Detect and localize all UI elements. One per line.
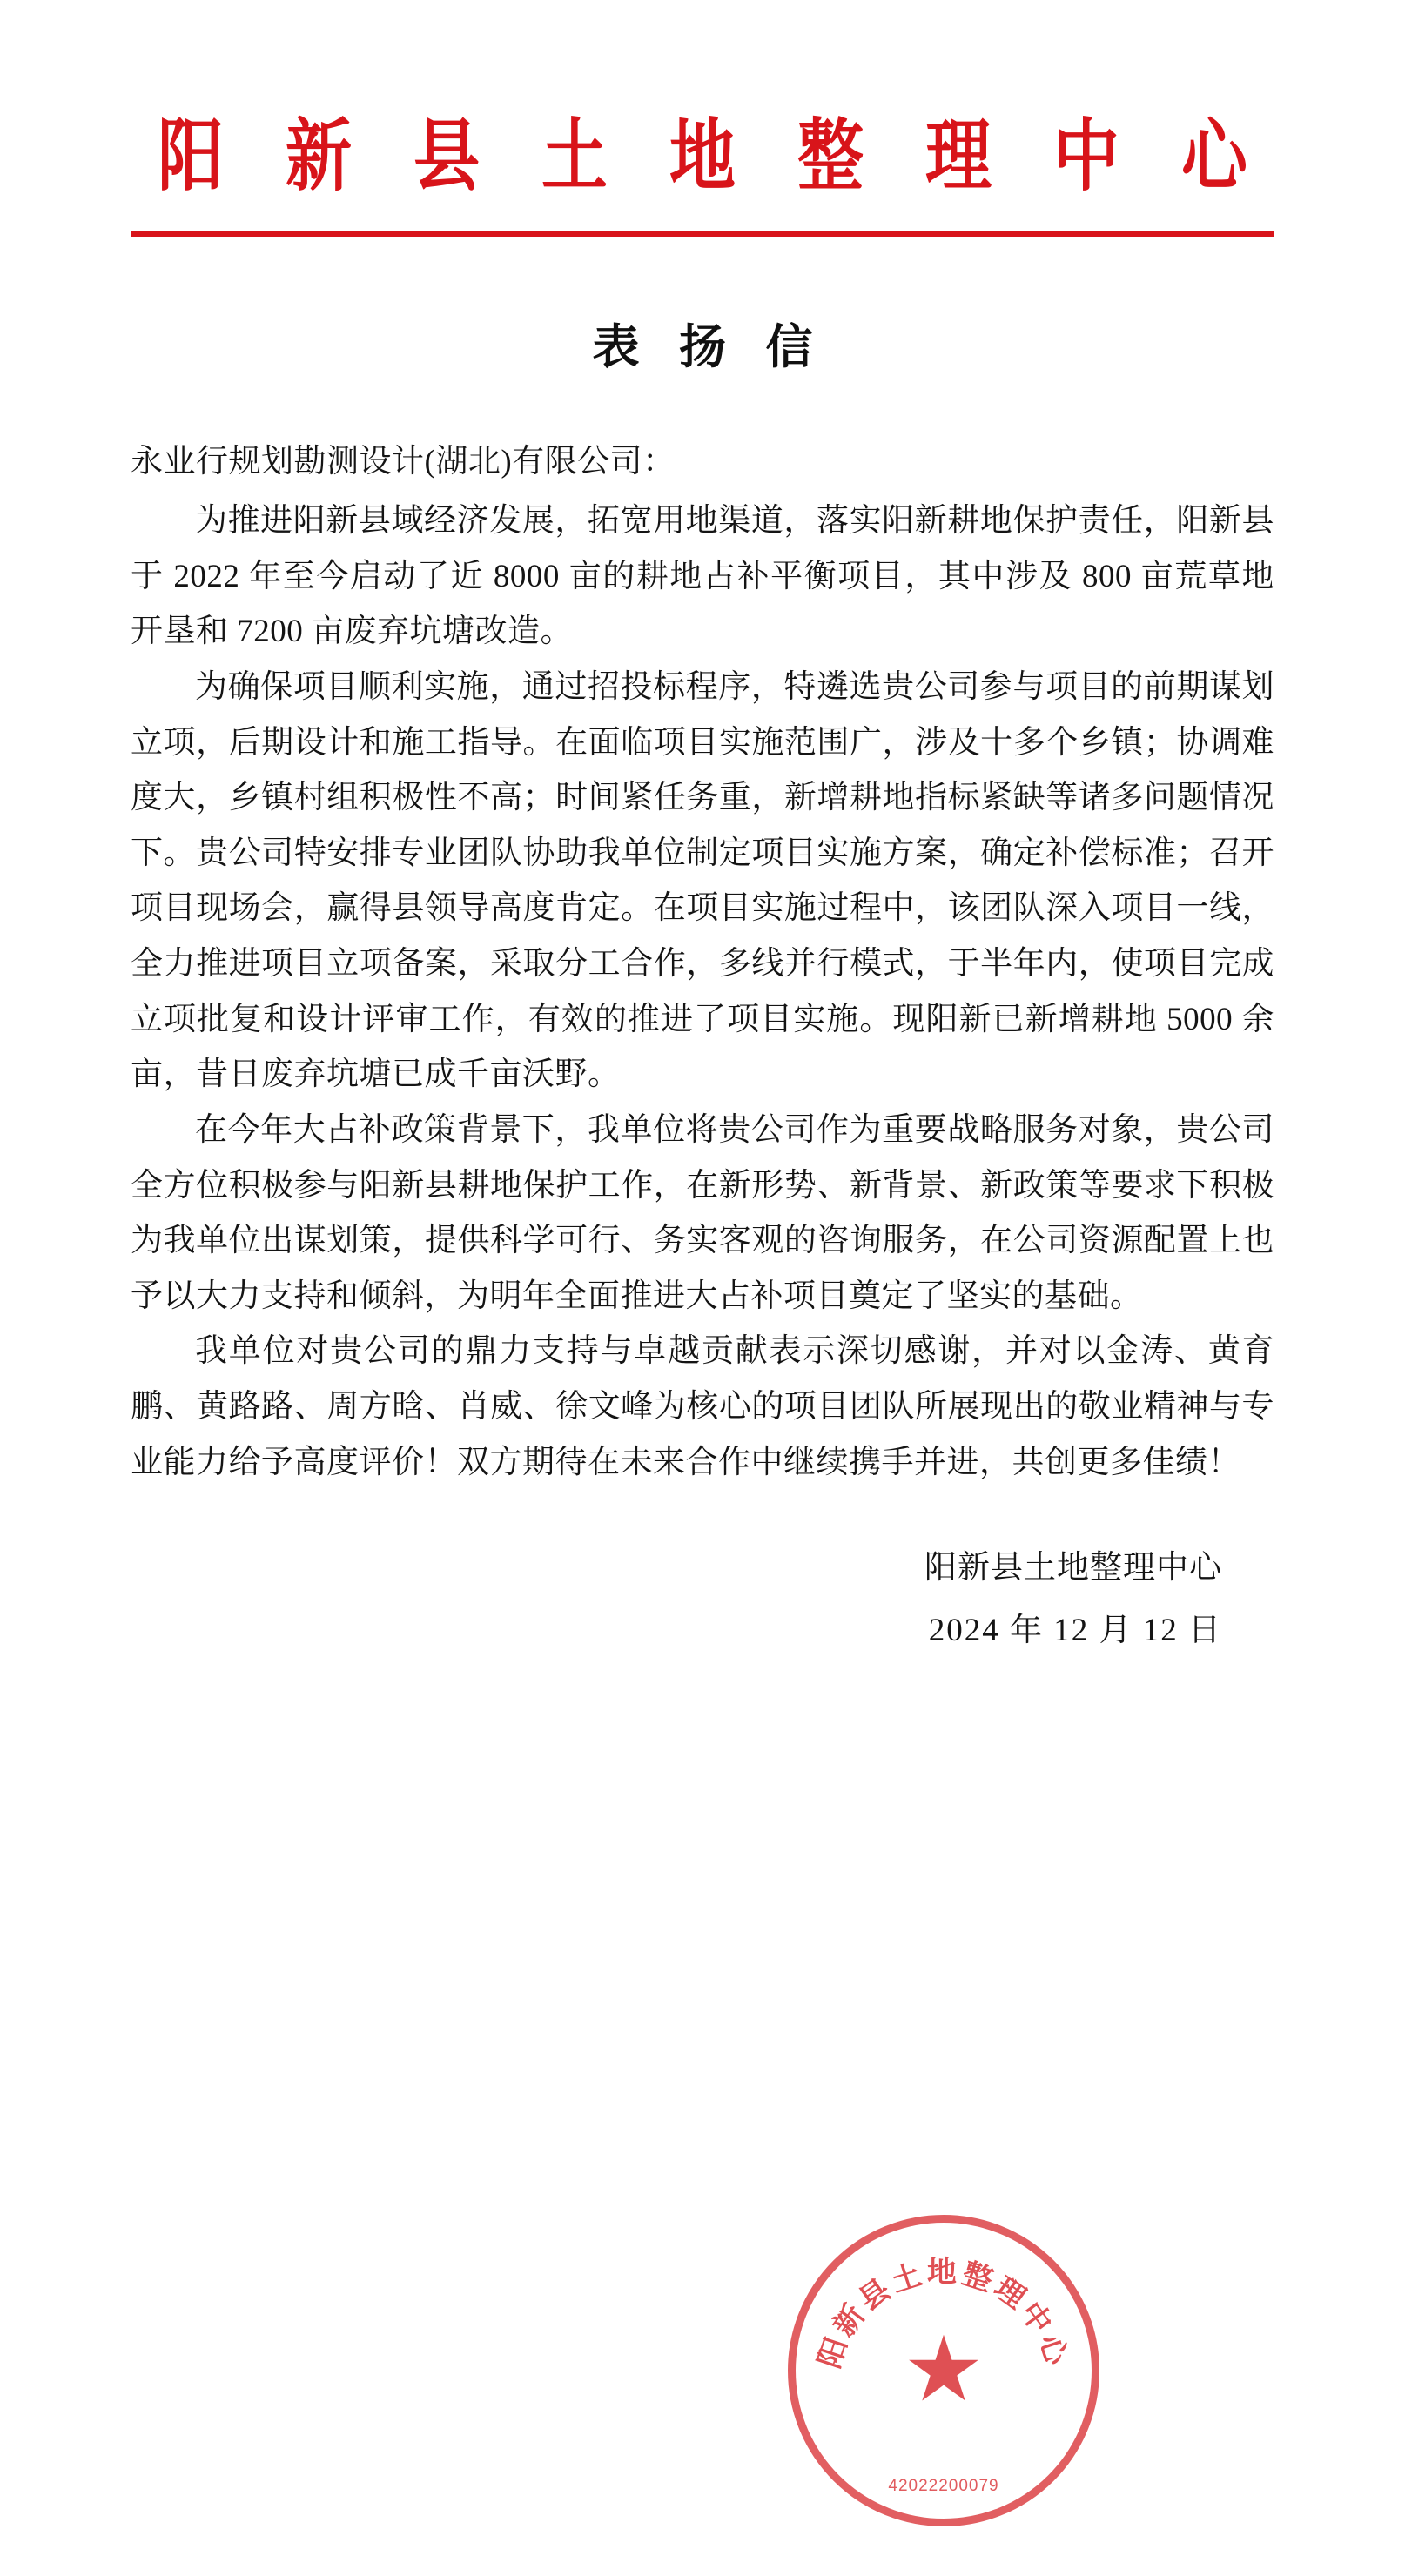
page-title: 表 扬 信 bbox=[592, 321, 827, 374]
seal-star-icon: ★ bbox=[903, 2320, 985, 2420]
body-paragraph-1: 为推进阳新县域经济发展，拓宽用地渠道，落实阳新耕地保护责任，阳新县于 2022 年至今启动了近 8000 亩的耕地占补平衡项目，其中涉及 800 亩荒草地开垦和 7200 亩废弃坑塘改造。 bbox=[131, 503, 1274, 650]
seal-arc-label: 阳新县土地整理中心 bbox=[813, 2257, 1074, 2372]
signature-organization: 阳新县土地整理中心 bbox=[924, 1550, 1222, 1587]
letterhead bbox=[131, 0, 1274, 237]
letterhead-organization: 阳 新 县 土 地 整 理 中 心 bbox=[158, 114, 1270, 201]
official-seal-icon bbox=[788, 2215, 1099, 2526]
seal-code: 42022200079 bbox=[888, 2477, 999, 2495]
salutation: 永业行规划勘测设计(湖北)有限公司： bbox=[131, 444, 676, 480]
body-paragraph-3: 在今年大占补政策背景下，我单位将贵公司作为重要战略服务对象，贵公司全方位积极参与阳新县耕地保护工作，在新形势、新背景、新政策等要求下积极为我单位出谋划策，提供科学可行、务实客观的咨询服务，在公司资源配置上也予以大力支持和倾斜，为明年全面推进大占补项目奠定了坚实的基础。 bbox=[131, 1111, 1274, 1314]
body-paragraph-2: 为确保项目顺利实施，通过招投标程序，特遴选贵公司参与项目的前期谋划立项，后期设计和施工指导。在面临项目实施范围广，涉及十多个乡镇；协调难度大，乡镇村组积极性不高；时间紧任务重，新增耕地指标紧缺等诸多问题情况下。贵公司特安排专业团队协助我单位制定项目实施方案，确定补偿标准；召开项目现场会，赢得县领导高度肯定。在项目实施过程中，该团队深入项目一线，全力推进项目立项备案，采取分工合作，多线并行模式，于半年内，使项目完成立项批复和设计评审工作，有效的推进了项目实施。现阳新已新增耕地 5000 余亩，昔日废弃坑塘已成千亩沃野。 bbox=[131, 668, 1274, 1093]
signature-date: 2024 年 12 月 12 日 bbox=[928, 1613, 1222, 1649]
letterhead-divider bbox=[131, 231, 1274, 237]
letter-body bbox=[131, 434, 1274, 1490]
signature-block bbox=[131, 1537, 1274, 1662]
body-paragraph-4: 我单位对贵公司的鼎力支持与卓越贡献表示深切感谢，并对以金涛、黄育鹏、黄路路、周方晗、肖威、徐文峰为核心的项目团队所展现出的敬业精神与专业能力给予高度评价！双方期待在未来合作中继续携手并进，共创更多佳绩！ bbox=[131, 1333, 1274, 1480]
